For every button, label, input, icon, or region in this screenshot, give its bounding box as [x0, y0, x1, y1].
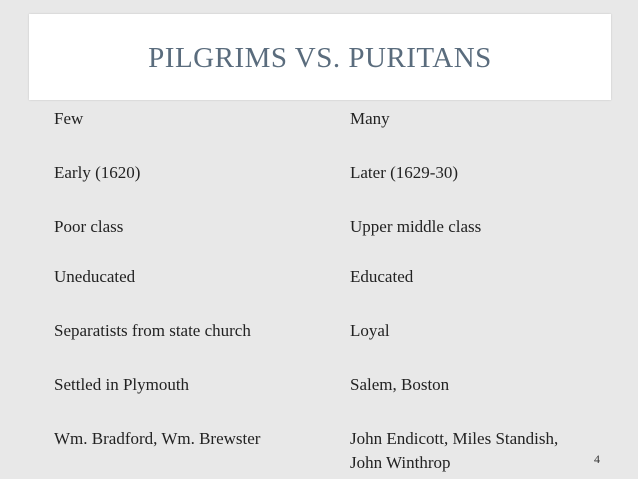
pilgrims-cell: Separatists from state church	[54, 321, 251, 340]
title-box	[29, 14, 611, 100]
pilgrims-cell: Poor class	[54, 217, 124, 236]
puritans-cell-line2: John Winthrop	[350, 453, 451, 472]
pilgrims-cell: Settled in Plymouth	[54, 375, 190, 394]
pilgrims-cell: Early (1620)	[54, 163, 141, 182]
puritans-cell: Later (1629-30)	[350, 163, 459, 182]
pilgrims-cell: Wm. Bradford, Wm. Brewster	[54, 429, 261, 448]
pilgrims-cell: Few	[54, 109, 84, 128]
puritans-cell: Upper middle class	[350, 217, 482, 236]
puritans-cell: Educated	[350, 267, 414, 286]
puritans-cell: Salem, Boston	[350, 375, 450, 394]
slide-title: PILGRIMS VS. PURITANS	[148, 42, 492, 74]
page-number: 4	[594, 452, 600, 466]
puritans-cell: Loyal	[350, 321, 390, 340]
puritans-cell: Many	[350, 109, 390, 128]
puritans-cell: John Endicott, Miles Standish,	[350, 429, 559, 448]
pilgrims-cell: Uneducated	[54, 267, 136, 286]
